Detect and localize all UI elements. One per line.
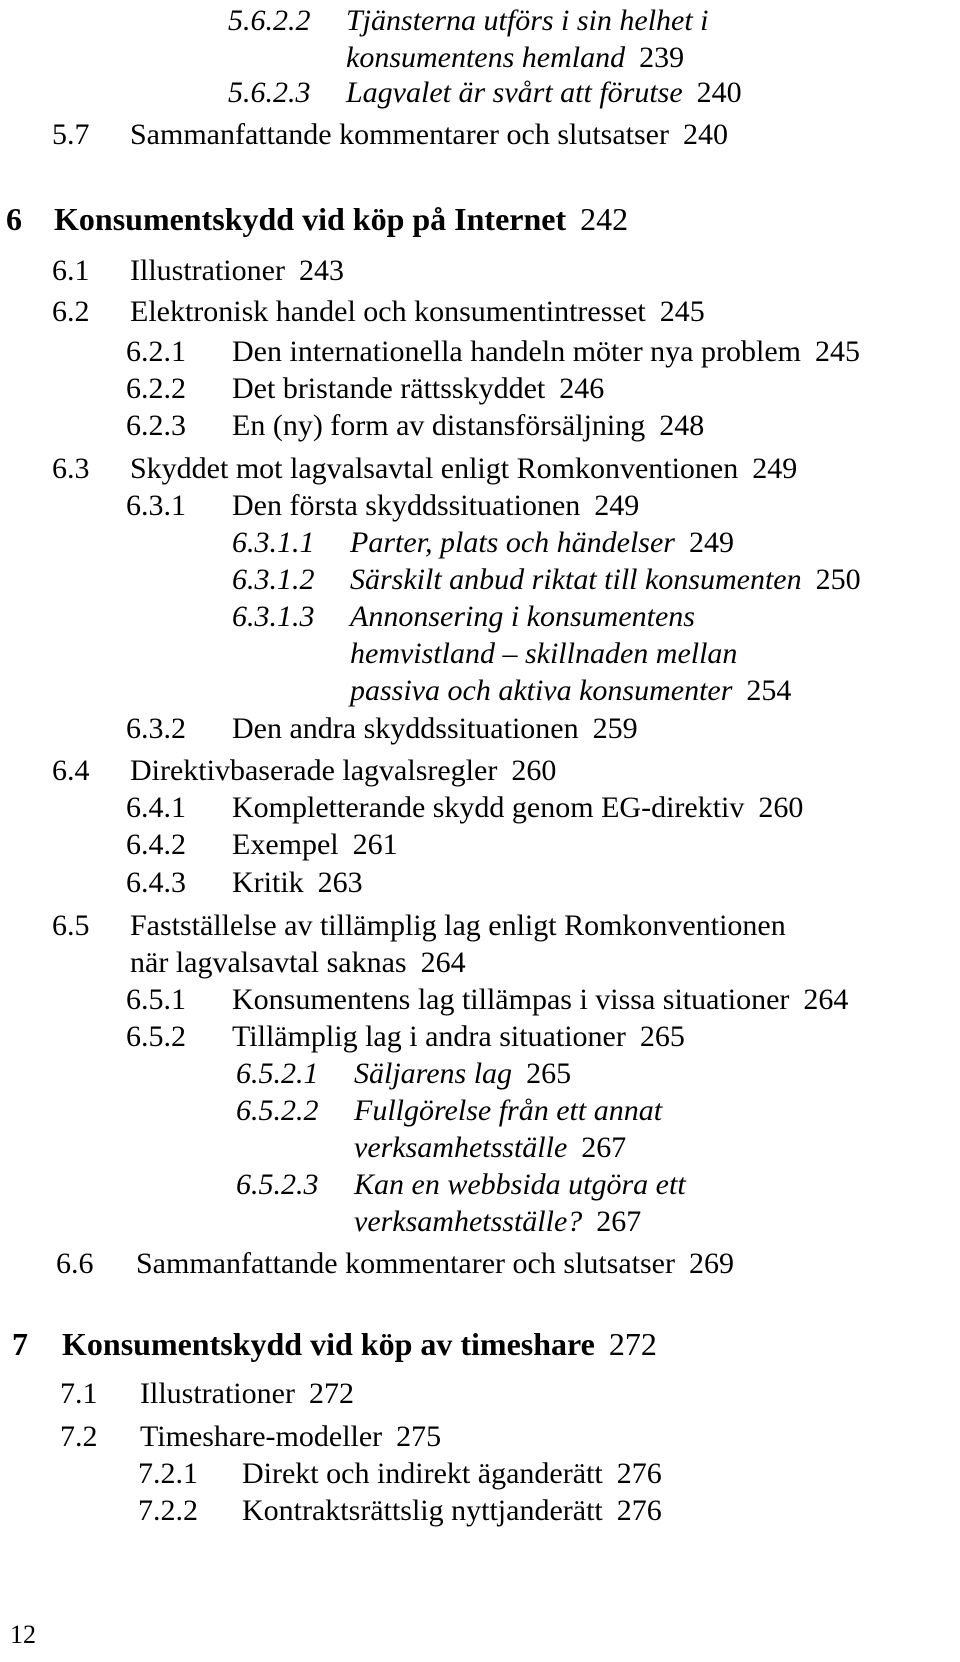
entry-number: 6.5.2.2: [236, 1094, 319, 1127]
entry-title: Sammanfattande kommentarer och slutsatser 240: [130, 118, 728, 151]
entry-number: 7.2.2: [138, 1494, 198, 1527]
entry-page: 260: [758, 791, 804, 824]
entry-title-continuation: konsumentens hemland 239: [346, 41, 685, 74]
entry-number: 6.2.2: [126, 372, 186, 405]
entry-page: 240: [683, 118, 728, 151]
entry-title-continuation: när lagvalsavtal saknas 264: [130, 946, 466, 979]
entry-number: 6.4: [52, 754, 90, 787]
entry-title: Sammanfattande kommentarer och slutsatser 269: [136, 1247, 734, 1280]
entry-title: Elektronisk handel och konsumentintresset 245: [130, 295, 705, 328]
entry-number: 6.4.2: [126, 828, 186, 861]
entry-title: Lagvalet är svårt att förutse 240: [346, 76, 742, 109]
entry-title: Särskilt anbud riktat till konsumenten 250: [350, 563, 861, 596]
entry-page: 249: [594, 489, 640, 522]
entry-page: 263: [317, 866, 363, 899]
entry-page: 254: [746, 674, 792, 707]
entry-number: 6.3.1.3: [232, 600, 315, 633]
entry-page: 265: [639, 1020, 685, 1053]
entry-title: Säljarens lag 265: [354, 1057, 572, 1090]
entry-title: Direktivbaserade lagvalsregler 260: [130, 754, 557, 787]
entry-title: Fullgörelse från ett annat: [354, 1094, 663, 1127]
entry-number: 6.5.2.1: [236, 1057, 319, 1090]
entry-title: Det bristande rättsskyddet 246: [232, 372, 605, 405]
entry-title: Exempel 261: [232, 828, 398, 861]
entry-page: 245: [659, 295, 705, 328]
chapter-number: 7: [12, 1326, 28, 1362]
entry-title-text: Tjänsterna utförs i sin helhet i: [346, 4, 709, 37]
entry-number: 7.1: [60, 1377, 98, 1410]
entry-title: Skyddet mot lagvalsavtal enligt Romkonventionen 249: [130, 452, 798, 485]
entry-page: 264: [803, 983, 849, 1016]
entry-page: 264: [420, 946, 466, 979]
entry-title: Annonsering i konsumentens: [350, 600, 695, 633]
entry-number: 6.2: [52, 295, 90, 328]
entry-number: 6.2.3: [126, 409, 186, 442]
entry-number: 6.5.2: [126, 1020, 186, 1053]
entry-number: 7.2: [60, 1420, 98, 1453]
entry-page: 246: [559, 372, 605, 405]
entry-title: [346, 4, 709, 38]
entry-page: 265: [526, 1057, 572, 1090]
entry-page: 272: [608, 1326, 657, 1362]
entry-number: 6.2.1: [126, 335, 186, 368]
entry-title: Den andra skyddssituationen 259: [232, 712, 638, 745]
entry-title: Konsumentens lag tillämpas i vissa situationer 264: [232, 983, 849, 1016]
entry-number: 5.6.2.2: [228, 4, 311, 37]
chapter-title: Konsumentskydd vid köp av timeshare 272: [62, 1326, 657, 1362]
entry-title: En (ny) form av distansförsäljning 248: [232, 409, 705, 442]
entry-title: Tillämplig lag i andra situationer 265: [232, 1020, 685, 1053]
entry-number: 7.2.1: [138, 1457, 198, 1490]
entry-title-continuation: passiva och aktiva konsumenter 254: [350, 674, 792, 707]
entry-page: 250: [815, 563, 861, 596]
entry-number: 6.3.1.2: [232, 563, 315, 596]
entry-number: 6.3.2: [126, 712, 186, 745]
entry-title: Illustrationer 272: [140, 1377, 354, 1410]
entry-page: 272: [308, 1377, 354, 1410]
entry-number: 6.3: [52, 452, 90, 485]
chapter-number: 6: [6, 201, 22, 237]
entry-title: Direkt och indirekt äganderätt 276: [242, 1457, 662, 1490]
entry-title-continuation: hemvistland – skillnaden mellan: [350, 637, 738, 670]
entry-page: 259: [592, 712, 638, 745]
entry-page: 239: [639, 41, 685, 74]
entry-number: 5.6.2.3: [228, 76, 311, 109]
entry-page: 245: [814, 335, 860, 368]
entry-page: 276: [616, 1457, 662, 1490]
entry-page: 261: [352, 828, 398, 861]
entry-number: 6.5.1: [126, 983, 186, 1016]
entry-title: Timeshare-modeller 275: [140, 1420, 442, 1453]
page-number: 12: [10, 1620, 36, 1649]
entry-page: 269: [689, 1247, 734, 1280]
entry-title: Den internationella handeln möter nya problem 245: [232, 335, 860, 368]
entry-title: Kan en webbsida utgöra ett: [354, 1168, 686, 1201]
entry-page: 267: [596, 1205, 642, 1238]
entry-page: 249: [688, 526, 734, 559]
entry-title: Kontraktsrättslig nyttjanderätt 276: [242, 1494, 662, 1527]
entry-number: 5.7: [52, 118, 90, 151]
entry-title: Parter, plats och händelser 249: [350, 526, 734, 559]
entry-number: 6.3.1: [126, 489, 186, 522]
entry-title: Illustrationer 243: [130, 254, 344, 287]
entry-page: 260: [511, 754, 557, 787]
entry-page: 248: [659, 409, 705, 442]
entry-page: 240: [696, 76, 742, 109]
entry-page: 243: [298, 254, 344, 287]
entry-title: Kompletterande skydd genom EG-direktiv 260: [232, 791, 804, 824]
entry-number: 6.4.3: [126, 866, 186, 899]
entry-number: 6.1: [52, 254, 90, 287]
entry-title-continuation: verksamhetsställe? 267: [354, 1205, 642, 1238]
entry-title: Kritik 263: [232, 866, 363, 899]
entry-page: 249: [752, 452, 798, 485]
entry-number: 6.3.1.1: [232, 526, 315, 559]
entry-title-continuation: verksamhetsställe 267: [354, 1131, 627, 1164]
entry-number: 6.6: [56, 1247, 94, 1280]
entry-page: 276: [616, 1494, 662, 1527]
entry-page: 275: [396, 1420, 442, 1453]
entry-number: 6.4.1: [126, 791, 186, 824]
entry-page: 242: [580, 201, 629, 237]
entry-number: 6.5.2.3: [236, 1168, 319, 1201]
entry-title: Den första skyddssituationen 249: [232, 489, 640, 522]
chapter-title: Konsumentskydd vid köp på Internet 242: [54, 201, 629, 237]
entry-page: 267: [581, 1131, 627, 1164]
entry-number: 6.5: [52, 909, 90, 942]
entry-title: Fastställelse av tillämplig lag enligt Romkonventionen: [130, 909, 786, 942]
